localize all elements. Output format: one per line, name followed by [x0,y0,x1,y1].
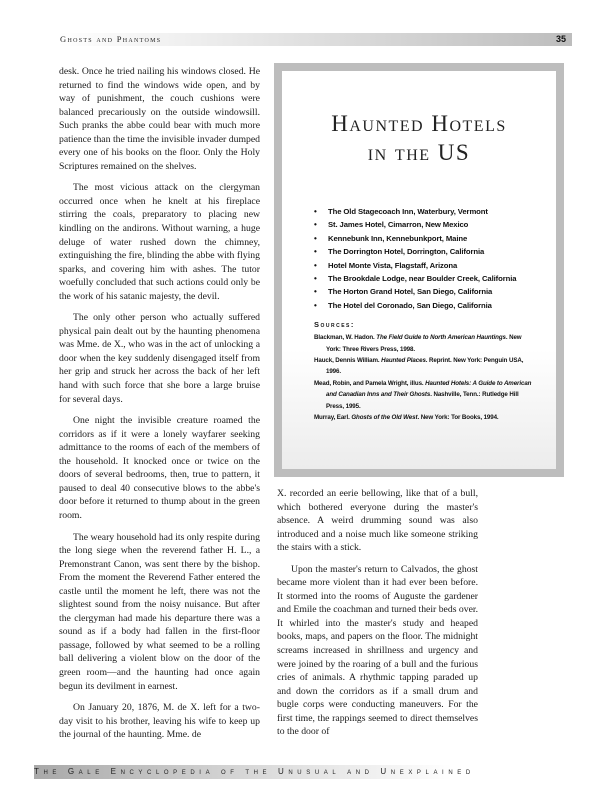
hotel-name: St. James Hotel, Cimarron, New Mexico [328,220,469,230]
hotel-name: The Dorrington Hotel, Dorrington, California [328,247,485,257]
hotel-name: The Hotel del Coronado, San Diego, California [328,300,492,310]
source-author: Murray, Earl. [314,414,352,422]
list-item [314,299,536,312]
source-author: Blackman, W. Hadon. [314,334,377,342]
bullet-icon: • [314,260,317,270]
source-entry [314,332,536,355]
paragraph: The only other person who actually suffered physical pain dealt out by the haunting phenomena was Mme. de X., who was in the act of unlocking a door when the key suddenly disengaged itself from her grip and struck her across the back of her left hand with such force that she bore a large bruise for several days. [59,312,260,405]
paragraph: The most vicious attack on the clergyman occurred once when he knelt at his fireplace stirring the coals, preparatory to placing new kindling on the andirons. Without warning, a huge deluge of water rushed down the chimney, extinguishing the fire, blinding the abbe with flying sparks, and covering him with ashes. The tutor woefully concluded that such actions could only be the work of his satanic majesty, the devil. [59,182,260,302]
bullet-icon: • [314,207,317,216]
bullet-icon: • [314,274,317,284]
hotel-name: Hotel Monte Vista, Flagstaff, Arizona [328,260,458,270]
sidebar-title-line2: in the US [367,140,471,165]
bullet-icon: • [314,300,317,310]
paragraph: On January 20, 1876, M. de X. left for a two-day visit to his brother, leaving his wife to keep up the journal of the haunting. Mme. de [59,702,260,741]
left-column [59,65,260,750]
bullet-icon: • [314,247,317,257]
paragraph: The weary household had its only respite during the long siege when the reverend father H. L., a Premonstrant Canon, was sent there by the bishop. From the moment the Reverend Father entered the castle until the moment he left, there was not the slightest sound from the noisy nuisance. But after the clergyman had made his departure there was a sound as if a body had fallen in the first-floor passage, followed by what seemed to be a rolling ball delivering a violent blow on the door of the green room—and the haunting had once again begun its devilment in earnest. [59,531,260,692]
source-author: Hauck, Dennis William. [314,357,382,365]
list-item [314,285,536,298]
hotel-name: Kennebunk Inn, Kennebunkport, Maine [328,233,468,243]
source-publisher: . New York: Three Rivers Press, 1998. [326,334,522,353]
sidebar-content [282,71,556,469]
paragraph: desk. Once he tried nailing his windows closed. He returned to find the windows wide open, and by way of punishment, the couch cushions were balanced precariously on the outside windowsill. Such pranks the abbe could bear with much more patience than the time the invisible invader dumped every one of his books on the floor. Only the Holy Scriptures remained on the shelves. [59,66,260,172]
list-item [314,272,536,285]
paragraph: One night the invisible creature roamed the corridors as if it were a lonely wayfarer seeking admittance to the rooms of each of the members of the household. It knocked once or twice on the doors of several bedrooms, then, true to pattern, it paused to deal 40 consecutive blows to the abbe's door before it returned to thump about in the green room. [59,415,260,521]
page-number: 35 [555,34,566,44]
list-item [314,245,536,258]
source-publisher: . New York: Tor Books, 1994. [417,414,499,422]
bullet-icon: • [314,287,317,297]
section-title: Ghosts and Phantoms [60,34,162,44]
source-title: Haunted Places [381,357,426,365]
source-entry [314,355,536,378]
sources-heading: Sources: [314,320,355,330]
paragraph: X. recorded an eerie bellowing, like that of a bull, which bothered everyone during the master's absence. A weird drumming sound was also introduced and a noise much like someone striking the stairs with a stick. [277,488,478,554]
source-title: The Field Guide to North American Hauntings [376,334,506,342]
hotel-name: The Old Stagecoach Inn, Waterbury, Vermont [328,207,488,216]
sidebar-title-line1: Haunted Hotels [331,111,507,136]
hotel-name: The Horton Grand Hotel, San Diego, California [328,287,493,297]
list-item [314,232,536,245]
hotel-list [314,205,536,312]
source-entry [314,378,536,412]
source-title: Haunted Hotels: A Guide to American and Canadian Inns and Their Ghosts [326,379,532,399]
list-item [314,205,536,218]
source-publisher: . Nashville, Tenn.: Rutledge Hill Press, 1995. [326,391,519,410]
source-entry [314,412,536,423]
source-publisher: . Reprint. New York: Penguin USA, 1996. [326,357,524,376]
bullet-icon: • [314,220,317,230]
footer-title: The Gale Encyclopedia of the Unusual and Unexplained [34,767,475,776]
running-footer [34,765,556,779]
source-title: Ghosts of the Old West [351,414,418,422]
running-header [58,33,572,46]
bullet-icon: • [314,233,317,243]
hotel-name: The Brookdale Lodge, near Boulder Creek, California [328,274,517,284]
sidebar-title [302,109,536,167]
sources-list [314,332,536,423]
paragraph: Upon the master's return to Calvados, the ghost became more violent than it had ever been before. It stormed into the rooms of Auguste the gardener and Emile the coachman and turned their beds over. It whirled into the master's study and heaped books, maps, and papers on the floor. The midnight screams increased in shrillness and urgency and were joined by the roaring of a bull and the furious cries of animals. A rhythmic tapping paraded up and down the corridors as if a small drum and bugle corps were conducting maneuvers. For the first time, the rappings seemed to direct themselves to the door of [277,563,478,738]
right-column [277,487,478,747]
source-author: Mead, Robin, and Pamela Wright, illus. [314,379,426,387]
list-item [314,259,536,272]
sidebar-box [274,63,564,477]
list-item [314,218,536,231]
